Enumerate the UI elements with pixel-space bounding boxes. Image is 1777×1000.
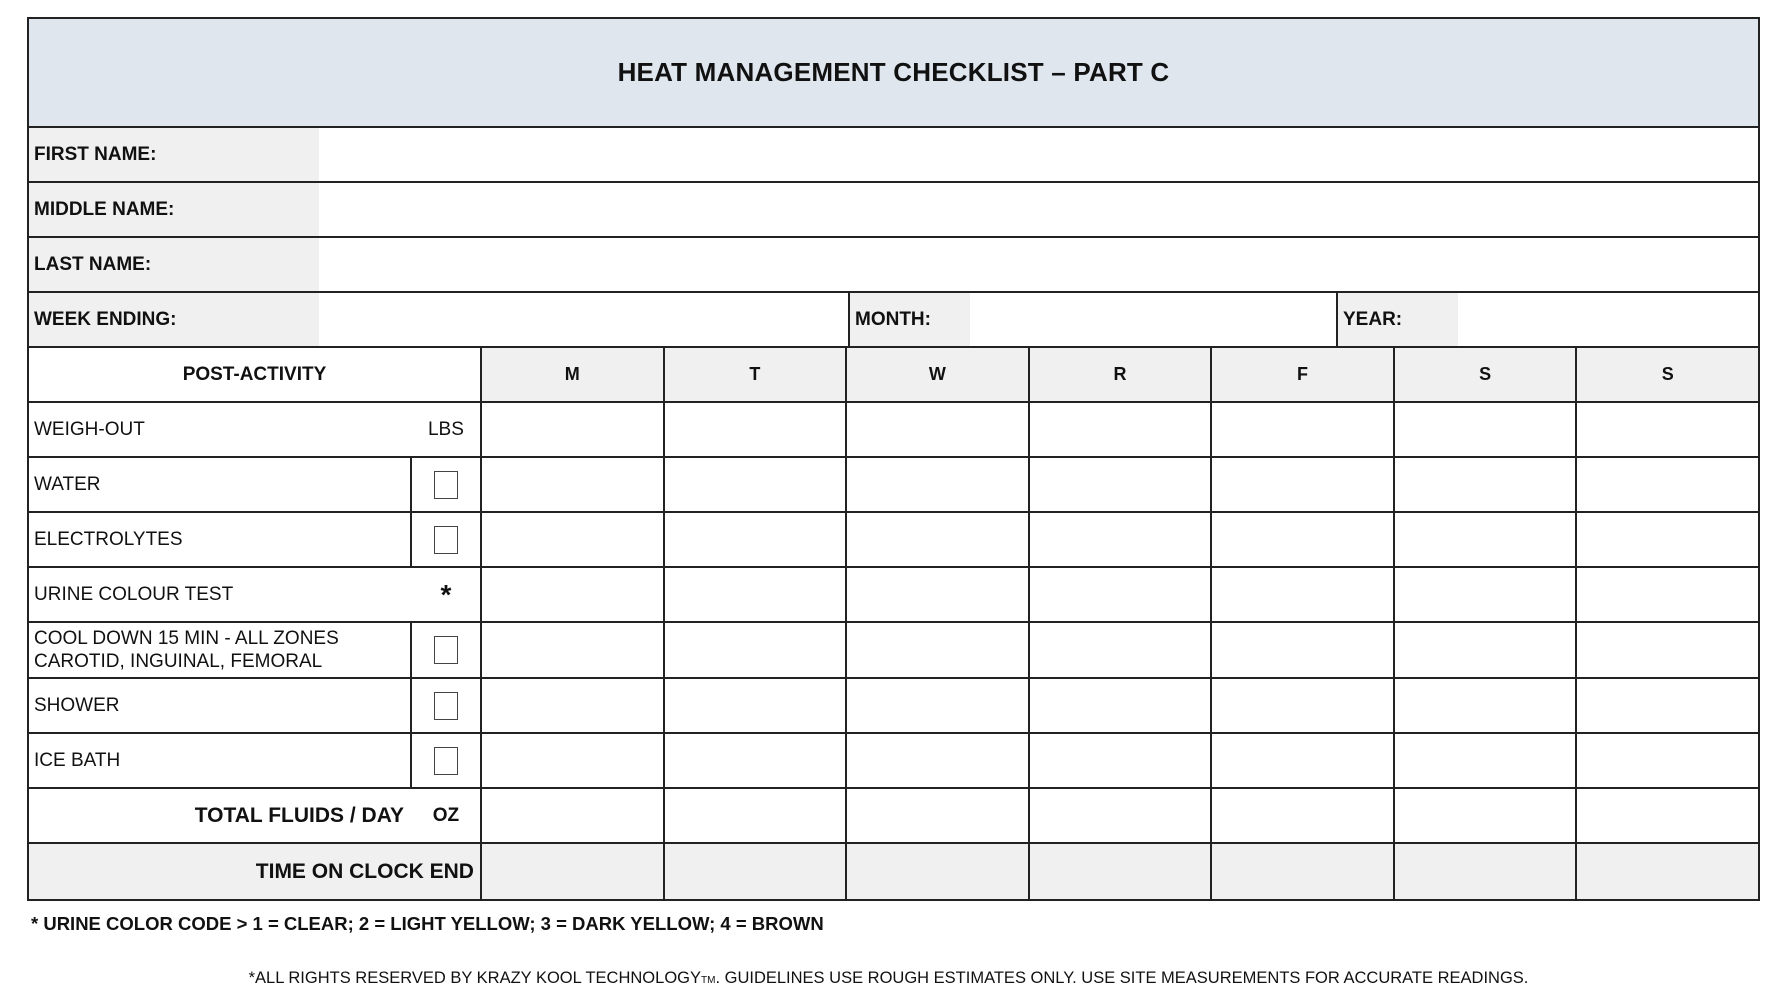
month-field[interactable] — [970, 293, 1336, 346]
checkbox[interactable] — [434, 747, 458, 775]
day-cell[interactable] — [1030, 403, 1213, 456]
table-row — [29, 403, 1758, 458]
day-cell[interactable] — [847, 844, 1030, 899]
day-cell[interactable] — [1212, 403, 1395, 456]
day-cell[interactable] — [482, 734, 665, 787]
day-cell[interactable] — [1395, 734, 1578, 787]
day-cell[interactable] — [1212, 458, 1395, 511]
day-cell[interactable] — [1577, 623, 1758, 677]
day-cell[interactable] — [847, 513, 1030, 566]
activity-label-line-2: CAROTID, INGUINAL, FEMORAL — [34, 651, 323, 672]
day-cell[interactable] — [665, 403, 848, 456]
day-cell[interactable] — [847, 568, 1030, 621]
oz-unit-label: OZ — [432, 804, 460, 826]
day-cell[interactable] — [847, 623, 1030, 677]
day-cell[interactable] — [665, 568, 848, 621]
day-cell[interactable] — [1030, 679, 1213, 732]
day-cell[interactable] — [482, 568, 665, 621]
day-cell[interactable] — [1030, 734, 1213, 787]
activity-cell — [29, 513, 482, 566]
checkbox[interactable] — [434, 692, 458, 720]
day-cell[interactable] — [1212, 789, 1395, 842]
day-cell[interactable] — [1577, 458, 1758, 511]
activity-cell — [29, 403, 482, 456]
middle-name-label: MIDDLE NAME: — [29, 183, 319, 236]
day-cell[interactable] — [1577, 568, 1758, 621]
day-cell[interactable] — [1395, 844, 1578, 899]
day-cell[interactable] — [1030, 789, 1213, 842]
day-header-sun: S — [1577, 348, 1758, 401]
checkbox-cell — [410, 679, 480, 732]
day-cell[interactable] — [847, 679, 1030, 732]
first-name-field[interactable] — [319, 128, 1758, 181]
day-cell[interactable] — [482, 403, 665, 456]
day-cell[interactable] — [1212, 623, 1395, 677]
day-cell[interactable] — [1577, 403, 1758, 456]
checkbox-cell — [410, 623, 480, 677]
activity-cell — [29, 623, 482, 677]
day-cell[interactable] — [847, 403, 1030, 456]
day-header-tue: T — [665, 348, 848, 401]
middle-name-field[interactable] — [319, 183, 1758, 236]
day-cell[interactable] — [1030, 458, 1213, 511]
day-cell[interactable] — [482, 789, 665, 842]
activity-label: URINE COLOUR TEST — [34, 584, 234, 605]
trademark-mark: TM — [701, 975, 716, 986]
day-header-mon: M — [482, 348, 665, 401]
table-row — [29, 734, 1758, 789]
middle-name-row — [29, 183, 1758, 238]
rights-text-end: . GUIDELINES USE ROUGH ESTIMATES ONLY. USE SITE MEASUREMENTS FOR ACCURATE READINGS. — [715, 969, 1529, 987]
day-cell[interactable] — [665, 623, 848, 677]
day-header-fri: F — [1212, 348, 1395, 401]
table-row — [29, 458, 1758, 513]
day-cell[interactable] — [1577, 789, 1758, 842]
day-cell[interactable] — [482, 679, 665, 732]
day-cell[interactable] — [482, 513, 665, 566]
day-cell[interactable] — [1212, 734, 1395, 787]
day-cell[interactable] — [1395, 458, 1578, 511]
year-field[interactable] — [1458, 293, 1758, 346]
day-cell[interactable] — [482, 623, 665, 677]
day-cell[interactable] — [665, 844, 848, 899]
day-cell[interactable] — [1395, 623, 1578, 677]
time-on-clock-row — [29, 844, 1758, 899]
day-cell[interactable] — [1395, 513, 1578, 566]
activity-label: ELECTROLYTES — [34, 529, 183, 550]
table-row — [29, 513, 1758, 568]
day-cell[interactable] — [665, 679, 848, 732]
unit-label: LBS — [427, 418, 464, 440]
day-cell[interactable] — [1030, 513, 1213, 566]
week-ending-field[interactable] — [319, 293, 848, 346]
day-cell[interactable] — [1212, 513, 1395, 566]
day-cell[interactable] — [482, 844, 665, 899]
day-header-sat: S — [1395, 348, 1578, 401]
activity-cell — [29, 734, 482, 787]
day-cell[interactable] — [482, 458, 665, 511]
day-cell[interactable] — [1577, 734, 1758, 787]
activity-label: SHOWER — [34, 695, 120, 716]
day-cell[interactable] — [665, 458, 848, 511]
total-fluids-label: TOTAL FLUIDS / DAY — [194, 804, 404, 827]
last-name-row — [29, 238, 1758, 293]
checkbox-cell — [410, 458, 480, 511]
table-row — [29, 679, 1758, 734]
checklist-form — [27, 17, 1760, 901]
post-activity-header: POST-ACTIVITY — [29, 348, 482, 401]
day-cell[interactable] — [665, 734, 848, 787]
month-label: MONTH: — [848, 293, 970, 346]
activity-cell — [29, 789, 482, 842]
first-name-label: FIRST NAME: — [29, 128, 319, 181]
day-header-wed: W — [847, 348, 1030, 401]
day-cell[interactable] — [665, 789, 848, 842]
week-ending-label: WEEK ENDING: — [29, 293, 319, 346]
day-cell[interactable] — [1212, 568, 1395, 621]
activity-label — [29, 623, 410, 677]
day-cell[interactable] — [847, 734, 1030, 787]
urine-color-footnote: * URINE COLOR CODE > 1 = CLEAR; 2 = LIGHT YELLOW; 3 = DARK YELLOW; 4 = BROWN — [31, 913, 824, 934]
rights-text-start: *ALL RIGHTS RESERVED BY KRAZY KOOL TECHNOLOGY — [248, 969, 701, 987]
day-cell[interactable] — [1395, 568, 1578, 621]
checkbox[interactable] — [434, 471, 458, 499]
last-name-label: LAST NAME: — [29, 238, 319, 291]
date-row — [29, 293, 1758, 348]
activity-label: ICE BATH — [34, 750, 121, 771]
day-cell[interactable] — [1395, 789, 1578, 842]
activity-cell — [29, 679, 482, 732]
day-header-thu: R — [1030, 348, 1213, 401]
table-row — [29, 623, 1758, 679]
time-on-clock-label: TIME ON CLOCK END — [255, 860, 474, 883]
day-cell[interactable] — [847, 789, 1030, 842]
day-cell[interactable] — [1577, 513, 1758, 566]
activity-cell — [29, 458, 482, 511]
day-cell[interactable] — [1212, 844, 1395, 899]
table-header — [29, 348, 1758, 403]
day-cell[interactable] — [1030, 568, 1213, 621]
checkbox-cell — [410, 513, 480, 566]
activity-label-line-1: COOL DOWN 15 MIN - ALL ZONES — [34, 628, 339, 649]
table-row — [29, 568, 1758, 623]
checkbox[interactable] — [434, 636, 458, 664]
form-title: HEAT MANAGEMENT CHECKLIST – PART C — [29, 19, 1758, 128]
day-cell[interactable] — [1395, 679, 1578, 732]
total-fluids-row — [29, 789, 1758, 844]
rights-notice — [0, 969, 1777, 988]
checkbox[interactable] — [434, 526, 458, 554]
year-label: YEAR: — [1336, 293, 1458, 346]
activity-cell — [29, 844, 482, 899]
first-name-row — [29, 128, 1758, 183]
day-cell[interactable] — [1577, 844, 1758, 899]
day-cell[interactable] — [1395, 403, 1578, 456]
day-cell[interactable] — [1030, 844, 1213, 899]
activity-label: WATER — [34, 474, 101, 495]
activity-label: WEIGH-OUT — [34, 419, 145, 440]
day-cell[interactable] — [1030, 623, 1213, 677]
day-cell[interactable] — [847, 458, 1030, 511]
checkbox-cell — [410, 734, 480, 787]
day-cell[interactable] — [1212, 679, 1395, 732]
last-name-field[interactable] — [319, 238, 1758, 291]
day-cell[interactable] — [1577, 679, 1758, 732]
day-cell[interactable] — [665, 513, 848, 566]
activity-cell — [29, 568, 482, 621]
asterisk-marker: * — [440, 578, 452, 610]
